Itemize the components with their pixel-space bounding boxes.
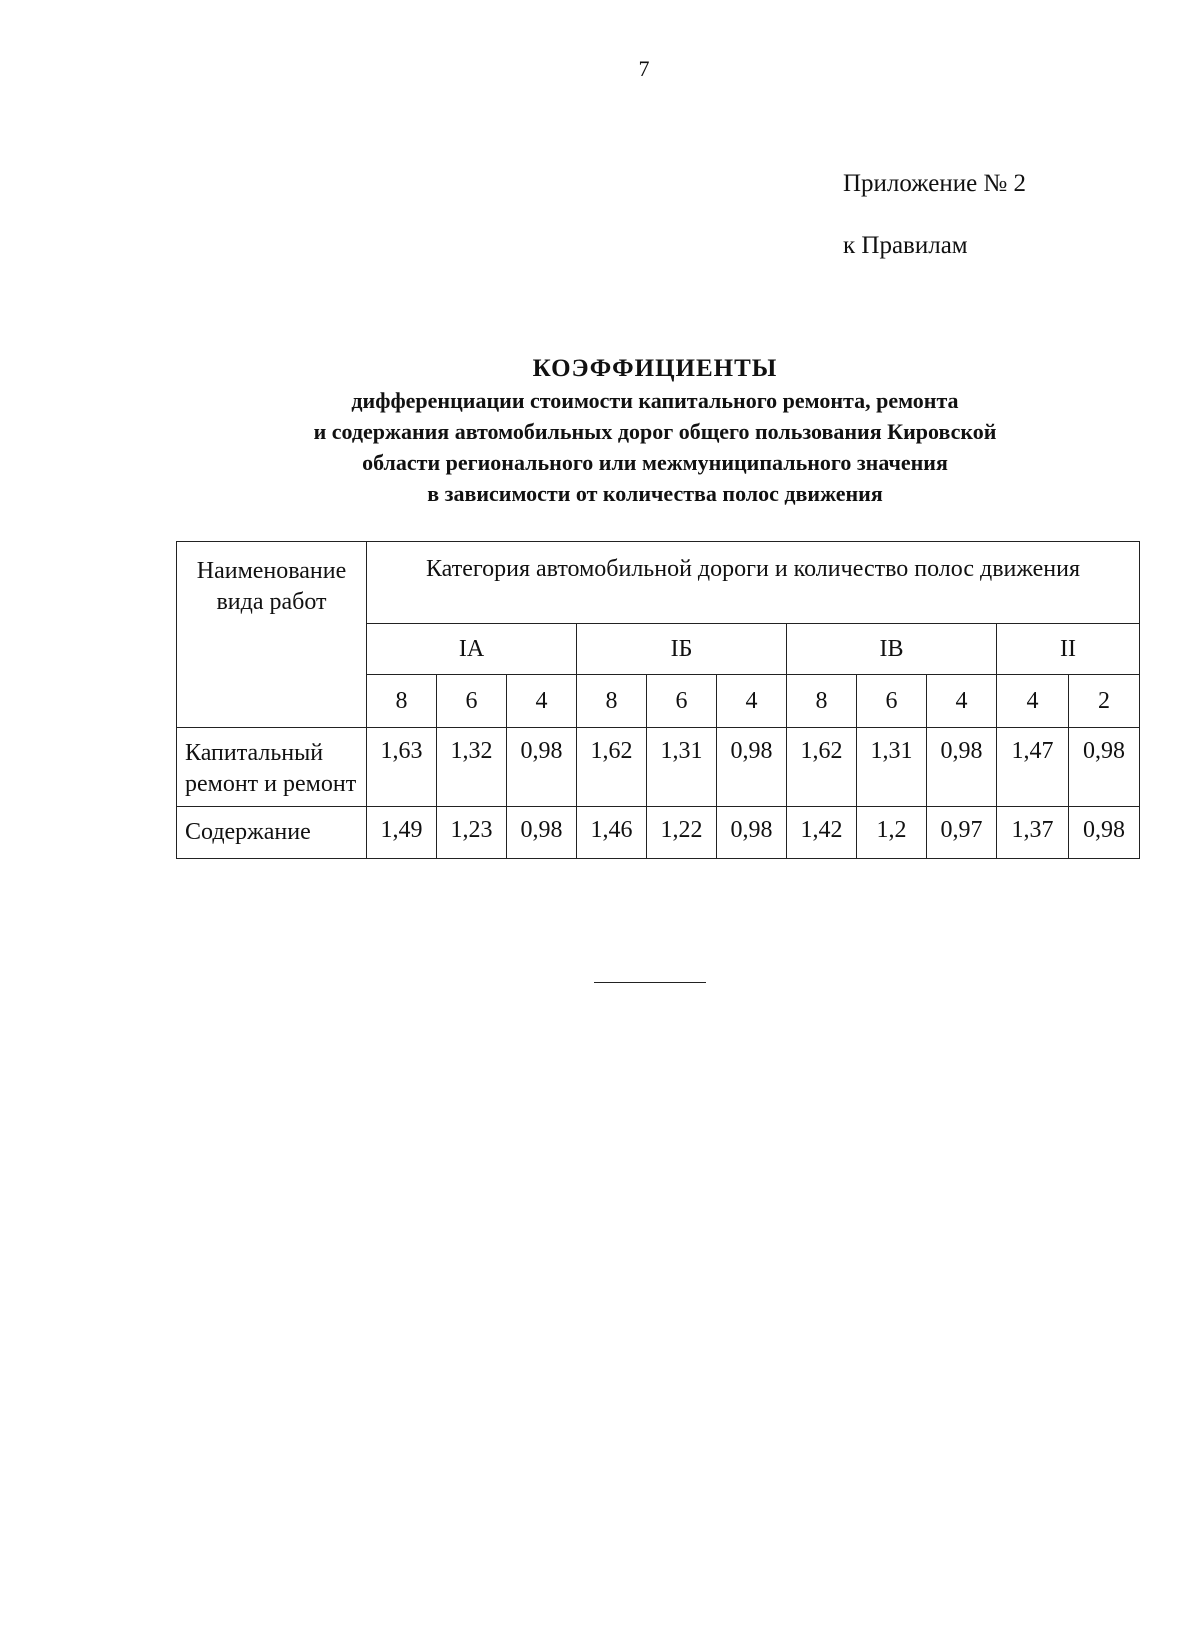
- coefficient-cell: 0,98: [1069, 728, 1140, 807]
- row-label-maintenance: Содержание: [177, 807, 367, 859]
- row-label-capital-repair: Капитальный ремонт и ремонт: [177, 728, 367, 807]
- lanes-header: 6: [437, 675, 507, 728]
- category-header: Категория автомобильной дороги и количество полос движения: [367, 542, 1140, 624]
- coefficient-cell: 0,98: [507, 728, 577, 807]
- coefficient-cell: 0,98: [507, 807, 577, 859]
- table-row: [177, 807, 1140, 859]
- lanes-header: 6: [857, 675, 927, 728]
- coefficient-cell: 1,22: [647, 807, 717, 859]
- appendix-reference: к Правилам: [843, 232, 968, 259]
- coefficient-cell: 1,47: [997, 728, 1069, 807]
- title-line-2: и содержания автомобильных дорог общего пользования Кировской: [313, 419, 997, 444]
- group-header: IБ: [577, 624, 787, 675]
- lanes-header: 8: [367, 675, 437, 728]
- lanes-header: 4: [717, 675, 787, 728]
- coefficient-cell: 0,98: [1069, 807, 1140, 859]
- coefficient-cell: 1,46: [577, 807, 647, 859]
- title-line-4: в зависимости от количества полос движения: [427, 481, 883, 506]
- group-header: IB: [787, 624, 997, 675]
- end-divider: [594, 982, 706, 983]
- coefficient-cell: 1,32: [437, 728, 507, 807]
- lanes-header: 8: [787, 675, 857, 728]
- coefficient-cell: 0,98: [927, 728, 997, 807]
- work-type-header: Наименование вида работ: [177, 542, 367, 728]
- coefficient-cell: 1,62: [577, 728, 647, 807]
- coefficient-cell: 1,49: [367, 807, 437, 859]
- coefficient-cell: 1,2: [857, 807, 927, 859]
- lanes-header: 8: [577, 675, 647, 728]
- coefficients-table: [176, 541, 1140, 859]
- page-number: 7: [638, 56, 650, 81]
- title-line-1: дифференциации стоимости капитального ремонта, ремонта: [351, 388, 959, 413]
- lanes-header: 2: [1069, 675, 1140, 728]
- coefficient-cell: 0,98: [717, 728, 787, 807]
- title-line-3: области регионального или межмуниципального значения: [362, 450, 948, 475]
- header-row-category: [177, 542, 1140, 624]
- coefficient-cell: 1,23: [437, 807, 507, 859]
- lanes-header: 4: [997, 675, 1069, 728]
- coefficient-cell: 0,97: [927, 807, 997, 859]
- title-main: КОЭФФИЦИЕНТЫ: [532, 355, 778, 382]
- lanes-header: 6: [647, 675, 717, 728]
- group-header: IA: [367, 624, 577, 675]
- lanes-header: 4: [927, 675, 997, 728]
- document-title: [180, 353, 1130, 509]
- coefficient-cell: 1,37: [997, 807, 1069, 859]
- lanes-header: 4: [507, 675, 577, 728]
- coefficient-cell: 1,31: [647, 728, 717, 807]
- coefficient-cell: 1,63: [367, 728, 437, 807]
- coefficient-cell: 1,42: [787, 807, 857, 859]
- group-header: II: [997, 624, 1140, 675]
- coefficient-cell: 0,98: [717, 807, 787, 859]
- coefficient-cell: 1,31: [857, 728, 927, 807]
- appendix-number: Приложение № 2: [843, 170, 1027, 197]
- table-row: [177, 728, 1140, 807]
- coefficient-cell: 1,62: [787, 728, 857, 807]
